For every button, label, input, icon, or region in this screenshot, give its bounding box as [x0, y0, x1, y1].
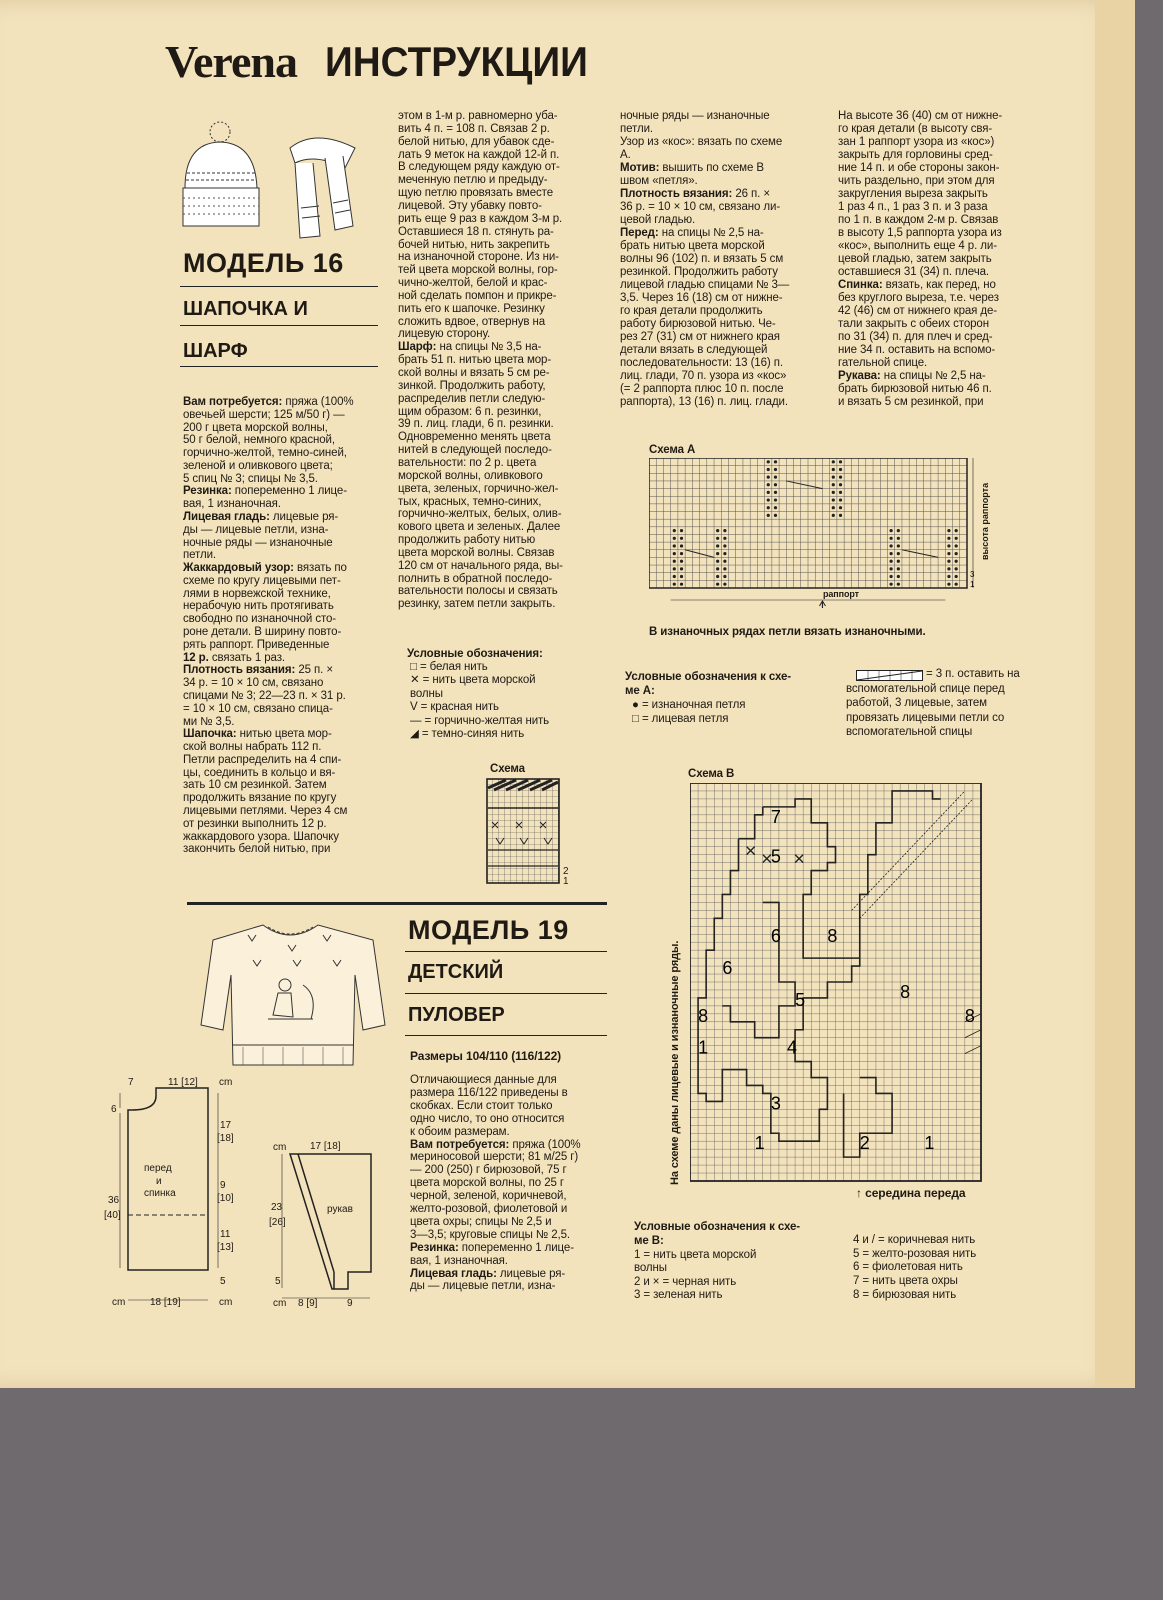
sleeve-pattern-diagram — [278, 1138, 388, 1313]
dim-label: [18] — [217, 1133, 234, 1144]
text-line: скобках. Если стоит только — [410, 1099, 553, 1112]
svg-text:2: 2 — [859, 1133, 870, 1154]
text-line: Рукава: на спицы № 2,5 на- — [838, 370, 986, 382]
dim-label: cm — [273, 1298, 287, 1309]
text-line: V = красная нить — [410, 701, 499, 714]
text-line: 8 = бирюзовая нить — [853, 1288, 957, 1301]
text-line: щую петлю провязать вместе — [398, 187, 554, 200]
text-line: вспомогательной спицы — [846, 726, 973, 738]
text-line: последовательности: 13 (16) п. — [620, 357, 783, 369]
text-line: На высоте 36 (40) см от нижне- — [838, 110, 1003, 122]
text-line: вая, 1 изнаночная. — [410, 1254, 508, 1267]
dim-label: 11 — [220, 1229, 231, 1240]
text-line: 3,5. Через 16 (18) см от нижне- — [620, 292, 783, 304]
text-line: Резинка: попеременно 1 лице- — [410, 1241, 574, 1254]
text-line: лями в норвежской технике, — [183, 587, 331, 600]
dim-label: 11 [12] — [168, 1077, 198, 1088]
text-line: кового цвета и зеленых. Далее — [398, 521, 561, 534]
text-line: Шапочка: нитью цвета мор- — [183, 728, 332, 741]
sleeve-label: рукав — [327, 1204, 353, 1215]
text-line: цы, соединить в кольцо и вя- — [183, 766, 336, 779]
text-line: лиц. глади, 70 п. узора из «кос» — [620, 370, 787, 382]
dim-label: cm — [219, 1297, 233, 1308]
text-line: по 31 (34) п. для плеч и сред- — [838, 331, 993, 343]
text-line: — = горчично-желтая нить — [410, 714, 550, 727]
text-line: полнить в обратной последо- — [398, 572, 553, 585]
text-line: свободно по изнаночной сто- — [183, 613, 337, 626]
text-line: лицевую сторону. — [398, 328, 491, 341]
text-line: 3 = зеленая нить — [634, 1288, 723, 1301]
text-line: без круглого выреза, т.е. через — [838, 292, 999, 304]
text-line: брать бирюзовой нитью 46 п. — [838, 383, 992, 395]
text-line: закругления выреза закрыть — [838, 188, 988, 200]
text-line: = 3 п. оставить на — [926, 668, 1020, 680]
text-line: го края детали (в высоту свя- — [838, 123, 993, 135]
model19-sizes: Размеры 104/110 (116/122) — [410, 1049, 562, 1063]
dim-label: cm — [273, 1142, 287, 1153]
text-line: □ = белая нить — [410, 661, 488, 673]
text-line: ской волны набрать 112 п. — [183, 741, 322, 754]
schemeA-legend-title-2: ме А: — [625, 685, 655, 697]
text-line: цевой гладью, затем закрыть — [838, 253, 992, 265]
text-line: тали закрыть с обеих сторон — [838, 318, 989, 330]
divider — [180, 366, 378, 367]
text-line: зеленой и оливкового цвета; — [183, 459, 333, 472]
dim-label: 9 — [347, 1298, 353, 1309]
schemeA-note: В изнаночных рядах петли вязать изнаночными. — [649, 626, 926, 638]
dim-label: cm — [112, 1297, 126, 1308]
text-line: рез 27 (31) см от нижнего края — [620, 331, 780, 343]
scheme-row-number: 2 — [563, 866, 569, 877]
dim-label: [40] — [104, 1210, 121, 1221]
schemeB-center-marker: ↑ середина переда — [856, 1186, 966, 1200]
page-title: ИНСТРУКЦИИ — [325, 38, 588, 85]
text-line: 36 р. = 10 × 10 см, связано ли- — [620, 201, 781, 213]
text-line: резинкой. Продолжить работу — [620, 266, 778, 278]
text-line: овечьей шерсти; 125 м/50 г) — — [183, 408, 345, 421]
text-line: рять раппорт. Приведенные — [183, 638, 330, 651]
text-line: ◢ = темно-синяя нить — [410, 728, 525, 740]
text-line: 6 = фиолетовая нить — [853, 1261, 963, 1274]
text-line: на изнаночной стороне. Из ни- — [398, 251, 559, 264]
text-line: зан 1 раппорт узора из «кос») — [838, 136, 995, 148]
jacquard-scheme-chart — [486, 778, 566, 888]
text-line: 39 п. лиц. глади, 6 п. резинки. — [398, 418, 554, 431]
text-line: лать 9 меток на каждой 12-й п. — [398, 148, 560, 161]
text-line: роне детали. В ширину повто- — [183, 626, 342, 639]
model16-subtitle-1: ШАПОЧКА И — [183, 298, 308, 320]
text-line: тых, красных, темно-синих, — [398, 495, 542, 508]
text-line: Лицевая гладь: лицевые ря- — [410, 1267, 566, 1280]
divider — [405, 951, 607, 952]
model19-subtitle-1: ДЕТСКИЙ — [408, 961, 504, 983]
text-line: петли. — [620, 123, 653, 135]
text-line: Петли распределить на 4 спи- — [183, 753, 342, 766]
text-line: работу бирюзовой нитью. Че- — [620, 318, 776, 330]
text-line: к обоим размерам. — [410, 1125, 510, 1138]
text-line: Лицевая гладь: лицевые ря- — [183, 511, 339, 524]
text-line: ночные ряды — изнаночные — [620, 110, 770, 122]
text-line: закрыть для горловины сред- — [838, 149, 993, 161]
schemeA-legend-knit: □ = лицевая петля — [632, 713, 729, 725]
dim-label: 6 — [111, 1104, 117, 1115]
text-line: щим образом: 6 п. резинки, — [398, 405, 542, 418]
text-line: = 10 × 10 см, связано спица- — [183, 702, 333, 715]
text-line: гательной спице. — [838, 357, 928, 369]
text-line: цевой гладью. — [620, 214, 696, 226]
hat-and-scarf-illustration — [175, 118, 365, 248]
text-line: Мотив: вышить по схеме В — [620, 162, 764, 174]
text-line: цвета охры; спицы № 2,5 и — [410, 1215, 552, 1228]
text-line: лицевой. Эту убавку повто- — [398, 199, 542, 212]
dim-label: 18 [19] — [150, 1297, 181, 1308]
text-line: чить раздельно, при этом для — [838, 175, 995, 187]
section-divider — [187, 902, 607, 905]
dim-label: 9 — [220, 1180, 226, 1191]
text-line: вая, 1 изнаночная. — [183, 498, 281, 511]
text-line: горчично-желтых, белых, олив- — [398, 508, 562, 521]
text-line: белой нитью, для убавок сде- — [398, 135, 555, 148]
page-spine-shadow — [1095, 0, 1135, 1388]
text-line: провязать лицевыми петли со — [846, 711, 1005, 724]
text-line: волны — [634, 1262, 667, 1275]
text-line: Перед: на спицы № 2,5 на- — [620, 227, 764, 239]
text-line: 50 г белой, немного красной, — [183, 434, 335, 447]
text-line: Вам потребуется: пряжа (100% — [183, 396, 354, 408]
text-line: 3—3,5; круговые спицы № 2,5. — [410, 1228, 570, 1241]
text-line: цвета, зеленых, горчично-жел- — [398, 482, 559, 495]
divider — [405, 993, 607, 994]
dim-label: 23 — [271, 1202, 283, 1213]
front-label: и — [156, 1176, 162, 1187]
text-line: брать нитью цвета морской — [620, 240, 765, 252]
model19-subtitle-2: ПУЛОВЕР — [408, 1004, 505, 1026]
svg-text:8: 8 — [827, 926, 838, 947]
text-line: оставшиеся 31 (34) п. плеча. — [838, 266, 989, 278]
text-line: 4 и / = коричневая нить — [853, 1234, 976, 1246]
text-line: вательности: по 2 р. цвета — [398, 456, 537, 469]
svg-text:6: 6 — [770, 926, 781, 947]
svg-text:1: 1 — [970, 580, 975, 589]
scheme-label: Схема — [490, 763, 525, 775]
text-line: в высоту 1,5 раппорта узора из — [838, 227, 1002, 239]
dim-label: 5 — [275, 1276, 281, 1287]
front-label: спинка — [144, 1188, 176, 1199]
text-line: ние 34 п. оставить на вспомо- — [838, 344, 996, 356]
schemeA-title: Схема А — [649, 444, 696, 456]
svg-text:8: 8 — [900, 981, 911, 1002]
text-line: раппорта), 13 (16) п. лиц. глади. — [620, 396, 788, 408]
dim-label: 7 — [128, 1077, 134, 1088]
svg-text:1: 1 — [754, 1133, 765, 1154]
text-line: лицевой гладью спицами № 3— — [620, 279, 790, 291]
svg-text:7: 7 — [770, 806, 781, 827]
text-line: морской волны, оливкового — [398, 469, 543, 482]
dim-label: cm — [219, 1077, 233, 1088]
text-line: жаккардового узора. Шапочку — [183, 830, 339, 843]
text-line: ✕ = нить цвета морской — [410, 674, 536, 687]
text-line: ды — лицевые петли, изна- — [410, 1280, 556, 1293]
text-line: ночные ряды — изнаночные — [183, 536, 333, 549]
text-line: Спинка: вязать, как перед, но — [838, 279, 996, 291]
text-line: 34 р. = 10 × 10 см, связано — [183, 677, 324, 690]
dim-label: 36 — [108, 1195, 120, 1206]
text-line: бочей нитью, нить закрепить — [398, 238, 550, 251]
text-line: зинкой. Продолжить работу, — [398, 379, 546, 392]
svg-text:3: 3 — [970, 570, 975, 579]
schemeA-chart — [649, 458, 979, 608]
text-line: волны 96 (102) п. и вязать 5 см — [620, 253, 784, 265]
model16-subtitle-2: ШАРФ — [183, 340, 248, 362]
dim-label: [26] — [269, 1217, 286, 1228]
svg-text:8: 8 — [698, 1005, 709, 1026]
text-line: сложить вдвое, отвернув на — [398, 315, 546, 328]
text-line: размера 116/122 приведены в — [410, 1086, 568, 1099]
text-line: работой, 3 лицевые, затем — [846, 697, 987, 709]
text-line: цвета морской волны. Связав — [398, 546, 555, 559]
text-line: Оставшиеся 18 п. стянуть ра- — [398, 225, 554, 238]
text-line: желто-розовой, фиолетовой и — [410, 1203, 568, 1215]
text-line: нерабочую нить протягивать — [183, 600, 334, 613]
text-line: 1 = нить цвета морской — [634, 1249, 757, 1261]
model16-title: МОДЕЛЬ 16 — [183, 248, 344, 278]
schemeA-legend-purl: ● = изнаночная петля — [632, 699, 746, 711]
text-line: резинку, затем петли закрыть. — [398, 598, 556, 611]
text-line: Жаккардовый узор: вязать по — [183, 562, 347, 575]
text-line: от резинки выполнить 12 р. — [183, 817, 327, 830]
text-line: меченную петлю и предыду- — [398, 174, 548, 187]
text-line: (= 2 раппорта плюс 10 п. после — [620, 383, 784, 395]
text-line: «кос», выполнить еще 4 р. ли- — [838, 240, 997, 252]
text-line: 5 спиц № 3; спицы № 3,5. — [183, 472, 318, 485]
front-label: перед — [144, 1163, 172, 1174]
divider — [180, 286, 378, 287]
sweater-illustration — [193, 915, 388, 1070]
text-line: волны — [410, 687, 443, 700]
text-line: ние 14 п. и обе стороны закон- — [838, 162, 1000, 174]
svg-text:3: 3 — [770, 1093, 781, 1114]
text-line: зать 10 см резинкой. Затем — [183, 779, 327, 792]
text-line: продолжить работу нитью — [398, 534, 536, 547]
scheme-row-number: 1 — [563, 876, 569, 887]
text-line: пить его к шапочке. Резинку — [398, 302, 545, 315]
dim-label: 17 — [220, 1120, 232, 1131]
text-line: чично-желтой, белой и крас- — [398, 277, 548, 290]
divider — [405, 1035, 607, 1036]
text-line: Плотность вязания: 26 п. × — [620, 188, 770, 200]
text-line: 1 раз 4 п., 1 раз 3 п. и 3 раза — [838, 201, 988, 213]
schemeA-height-label: высота раппорта — [980, 482, 990, 560]
schemeA-rapport-label: раппорт — [823, 589, 859, 599]
text-line: Одновременно менять цвета — [398, 431, 551, 444]
svg-text:6: 6 — [722, 958, 733, 979]
svg-text:5: 5 — [795, 989, 806, 1010]
schemeA-legend-title-1: Условные обозначения к схе- — [625, 671, 792, 683]
text-line: вательности полосы и связать — [398, 585, 558, 598]
svg-text:1: 1 — [698, 1037, 709, 1058]
dim-label: 17 [18] — [310, 1141, 341, 1152]
text-line: Узор из «кос»: вязать по схеме — [620, 136, 783, 148]
text-line: одно число, то оно относится — [410, 1112, 565, 1125]
text-line: ной сделать помпон и прикре- — [398, 289, 557, 302]
text-line: этом в 1-м р. равномерно уба- — [398, 110, 558, 122]
text-line: закончить белой нитью, при — [183, 843, 331, 856]
text-line: 120 см от начального ряда, вы- — [398, 559, 563, 572]
schemeB-title: Схема В — [688, 768, 735, 780]
text-line: спицами № 3; 22—23 п. × 31 р. — [183, 689, 346, 702]
svg-text:4: 4 — [787, 1037, 798, 1058]
text-line: тей цвета морской волны, гор- — [398, 264, 558, 277]
brand-logo: Verena — [165, 36, 297, 87]
text-line: продолжить вязание по кругу — [183, 792, 337, 805]
text-line: горчично-желтой, темно-синей, — [183, 447, 347, 460]
dim-label: [13] — [217, 1242, 234, 1253]
text-line: распределив петли следую- — [398, 392, 546, 405]
text-line: ской волны и вязать 5 см ре- — [398, 367, 550, 379]
text-line: 7 = нить цвета охры — [853, 1275, 958, 1288]
text-line: Отличающиеся данные для — [410, 1074, 557, 1086]
dim-label: 5 — [220, 1276, 226, 1287]
text-line: 12 р. связать 1 раз. — [183, 651, 285, 664]
text-line: вить 4 п. = 108 п. Связав 2 р. — [398, 122, 550, 135]
text-line: мериносовой шерсти; 81 м/25 г) — [410, 1151, 579, 1164]
svg-text:5: 5 — [770, 846, 781, 867]
divider — [180, 325, 378, 326]
text-line: Вам потребуется: пряжа (100% — [410, 1138, 581, 1151]
schemeB-legend-title-1: Условные обозначения к схе- — [634, 1221, 801, 1233]
schemeB-chart — [690, 783, 985, 1185]
svg-text:8: 8 — [964, 1005, 975, 1026]
text-line: 5 = желто-розовая нить — [853, 1247, 977, 1260]
text-line: петли. — [183, 549, 216, 562]
text-line: ми № 3,5. — [183, 715, 235, 728]
model19-title: МОДЕЛЬ 19 — [408, 915, 569, 945]
text-line: брать 51 п. нитью цвета мор- — [398, 354, 552, 367]
legend-title: Условные обозначения: — [407, 648, 543, 660]
text-line: Плотность вязания: 25 п. × — [183, 664, 333, 677]
text-line: — 200 (250) г бирюзовой, 75 г — [410, 1164, 567, 1177]
text-line: черной, зеленой, коричневой, — [410, 1190, 567, 1203]
text-line: цвета морской волны, по 25 г — [410, 1177, 564, 1190]
dim-label: [10] — [217, 1193, 234, 1204]
text-line: и вязать 5 см резинкой, при — [838, 396, 984, 408]
text-line: 42 (46) см от нижнего края де- — [838, 305, 998, 317]
text-line: 2 и × = черная нить — [634, 1275, 737, 1288]
text-line: 200 г цвета морской волны, — [183, 421, 328, 434]
text-line: Резинка: попеременно 1 лице- — [183, 485, 347, 498]
text-line: лицевыми петлями. Через 4 см — [183, 804, 348, 817]
text-line: ды — лицевые петли, изна- — [183, 523, 329, 536]
text-line: швом «петля». — [620, 175, 698, 187]
text-line: нитей в следующей последо- — [398, 444, 552, 457]
schemeB-legend-title-2: ме В: — [634, 1235, 664, 1247]
cable-symbol-icon — [856, 670, 924, 682]
text-line: схеме по кругу лицевыми пет- — [183, 574, 341, 587]
dim-label: 8 [9] — [298, 1298, 318, 1309]
text-line: вспомогательной спице перед — [846, 682, 1005, 695]
text-line: В следующем ряду каждую от- — [398, 161, 560, 174]
text-line: А. — [620, 149, 631, 161]
svg-text:1: 1 — [924, 1133, 935, 1154]
text-line: рить еще 9 раз в каждом 3-м р. — [398, 212, 563, 225]
text-line: детали вязать в следующей — [620, 344, 768, 356]
text-line: Шарф: на спицы № 3,5 на- — [398, 341, 542, 354]
schemeB-side-label: На схеме даны лицевые и изнаночные ряды. — [669, 940, 681, 1185]
text-line: го края детали продолжить — [620, 305, 763, 317]
text-line: по 1 п. в каждом 2-м р. Связав — [838, 214, 999, 226]
